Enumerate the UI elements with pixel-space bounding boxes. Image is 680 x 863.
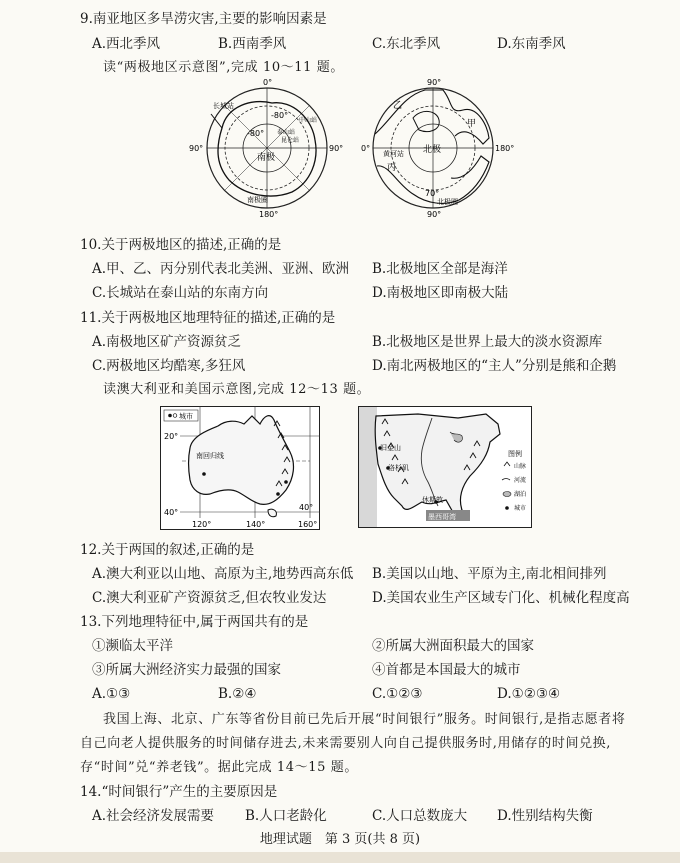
north-map-label-right: 180° (495, 144, 515, 153)
q13-item-1: ①濒临太平洋 (92, 638, 173, 654)
south-map-station-changcheng: 长城站 (213, 102, 234, 110)
q14-option-c: C.人口总数庞大 (372, 808, 468, 824)
q14-stem: 14.“时间银行”产生的主要原因是 (80, 784, 278, 800)
aus-lat-40-right: 40° (299, 503, 314, 512)
south-map-label-top: 0° (263, 78, 273, 87)
q9-stem: 9.南亚地区多旱涝灾害,主要的影响因素是 (80, 11, 327, 27)
aus-tropic-label: 南回归线 (196, 452, 224, 460)
usa-legend-lake: 湖泊 (514, 491, 527, 498)
q10-option-d: D.南极地区即南极大陆 (372, 285, 509, 301)
q12-stem: 12.关于两国的叙述,正确的是 (80, 542, 255, 558)
q14-option-b: B.人口老龄化 (245, 808, 327, 824)
south-map-center: 南极 (257, 153, 276, 163)
north-map-label-bottom: 90° (427, 210, 442, 219)
q13-stem: 13.下列地理特征中,属于两国共有的是 (80, 614, 309, 630)
south-map-station-kunlun: 昆仑站 (281, 137, 300, 144)
page-bottom-band (0, 852, 680, 863)
passage-line-3: 存“时间”兑“养老钱”。据此完成 14～15 题。 (80, 760, 358, 775)
q13-item-2: ②所属大洲面积最大的国家 (372, 638, 534, 654)
usa-legend-city: 城市 (514, 505, 527, 512)
north-map-circle-label: 北极圈 (437, 198, 458, 206)
q10-option-a: A.甲、乙、丙分别代表北美洲、亚洲、欧洲 (92, 261, 350, 277)
q12-option-c: C.澳大利亚矿产资源贫乏,但农牧业发达 (92, 590, 327, 606)
south-map-label-right: 90° (329, 144, 344, 153)
south-map-station-zhongshan: 中山站 (299, 117, 318, 124)
north-map-jia: 甲 (467, 119, 477, 129)
usa-label-houston: 休斯敦 (422, 496, 443, 504)
q11-option-b: B.北极地区是世界上最大的淡水资源库 (372, 334, 603, 350)
usa-legend-mountain: 山脉 (514, 463, 527, 470)
q14-option-a: A.社会经济发展需要 (92, 808, 215, 824)
q14-option-d: D.性别结构失衡 (497, 808, 593, 824)
q9-option-c: C.东北季风 (372, 36, 441, 52)
q12-option-d: D.美国农业生产区域专门化、机械化程度高 (372, 590, 630, 606)
intro-polar: 读“两极地区示意图”,完成 10～11 题。 (103, 60, 344, 75)
q9-option-b: B.西南季风 (218, 36, 287, 52)
q11-option-c: C.两极地区均酷寒,多狂风 (92, 358, 246, 374)
north-pole-map (361, 78, 514, 219)
usa-label-gulf: 墨西哥湾 (428, 513, 456, 521)
north-map-label-left: 0° (361, 144, 371, 153)
q13-option-d: D.①②③④ (497, 686, 561, 702)
north-map-label-top: 90° (427, 78, 442, 87)
south-map-station-taishan: 泰山站 (277, 129, 296, 136)
south-map-circle: -80° (271, 111, 289, 120)
usa-label-sf: 旧金山 (380, 444, 401, 452)
north-map-station: 黄河站 (383, 150, 404, 158)
q13-item-3: ③所属大洲经济实力最强的国家 (92, 662, 281, 678)
north-map-center: 北极 (423, 145, 442, 155)
q13-option-a: A.①③ (92, 686, 131, 702)
usa-legend-river: 河流 (514, 477, 527, 484)
q12-option-b: B.美国以山地、平原为主,南北相间排列 (372, 566, 607, 582)
q9-option-a: A.西北季风 (92, 36, 161, 52)
q11-stem: 11.关于两极地区地理特征的描述,正确的是 (80, 310, 336, 326)
south-pole-map (189, 78, 343, 219)
south-map-inner: -80° (247, 129, 265, 138)
q13-option-b: B.②④ (218, 686, 257, 702)
aus-lon-120: 120° (192, 520, 212, 529)
australia-map (160, 406, 320, 530)
q13-option-c: C.①②③ (372, 686, 423, 702)
usa-map (358, 406, 532, 528)
aus-lat-20: 20° (164, 432, 179, 441)
aus-lon-140: 140° (246, 520, 266, 529)
north-map-bing: 丙 (387, 163, 397, 173)
south-map-label-bottom: 180° (259, 210, 279, 219)
usa-label-la: 洛杉矶 (388, 464, 409, 472)
intro-countries: 读澳大利亚和美国示意图,完成 12～13 题。 (103, 382, 371, 397)
passage-line-2: 自己向老人提供服务的时间储存进去,未来需要别人向自己提供服务时,用储存的时间兑换, (80, 736, 611, 751)
q11-option-d: D.南北两极地区的“主人”分别是熊和企鹅 (372, 358, 617, 374)
north-map-yi: 乙 (393, 101, 403, 111)
q13-item-4: ④首都是本国最大的城市 (372, 662, 521, 678)
q11-option-a: A.南极地区矿产资源贫乏 (92, 334, 242, 350)
q10-stem: 10.关于两极地区的描述,正确的是 (80, 237, 282, 253)
aus-lat-40-left: 40° (164, 508, 179, 517)
aus-legend-city: 城市 (179, 412, 193, 421)
usa-legend-title: 图例 (508, 450, 522, 458)
south-map-label-left: 90° (189, 144, 204, 153)
q9-option-d: D.东南季风 (497, 36, 566, 52)
polar-maps (185, 78, 515, 219)
south-map-circle-label: 南极圈 (247, 196, 268, 204)
north-map-lat: 70° (425, 189, 440, 198)
q10-option-c: C.长城站在泰山站的东南方向 (92, 285, 269, 301)
q10-option-b: B.北极地区全部是海洋 (372, 261, 508, 277)
aus-lon-160: 160° (298, 520, 318, 529)
passage-line-1: 我国上海、北京、广东等省份目前已先后开展“时间银行”服务。时间银行,是指志愿者将 (103, 712, 626, 727)
q12-option-a: A.澳大利亚以山地、高原为主,地势西高东低 (92, 566, 354, 582)
page-footer: 地理试题 第 3 页(共 8 页) (259, 832, 421, 847)
